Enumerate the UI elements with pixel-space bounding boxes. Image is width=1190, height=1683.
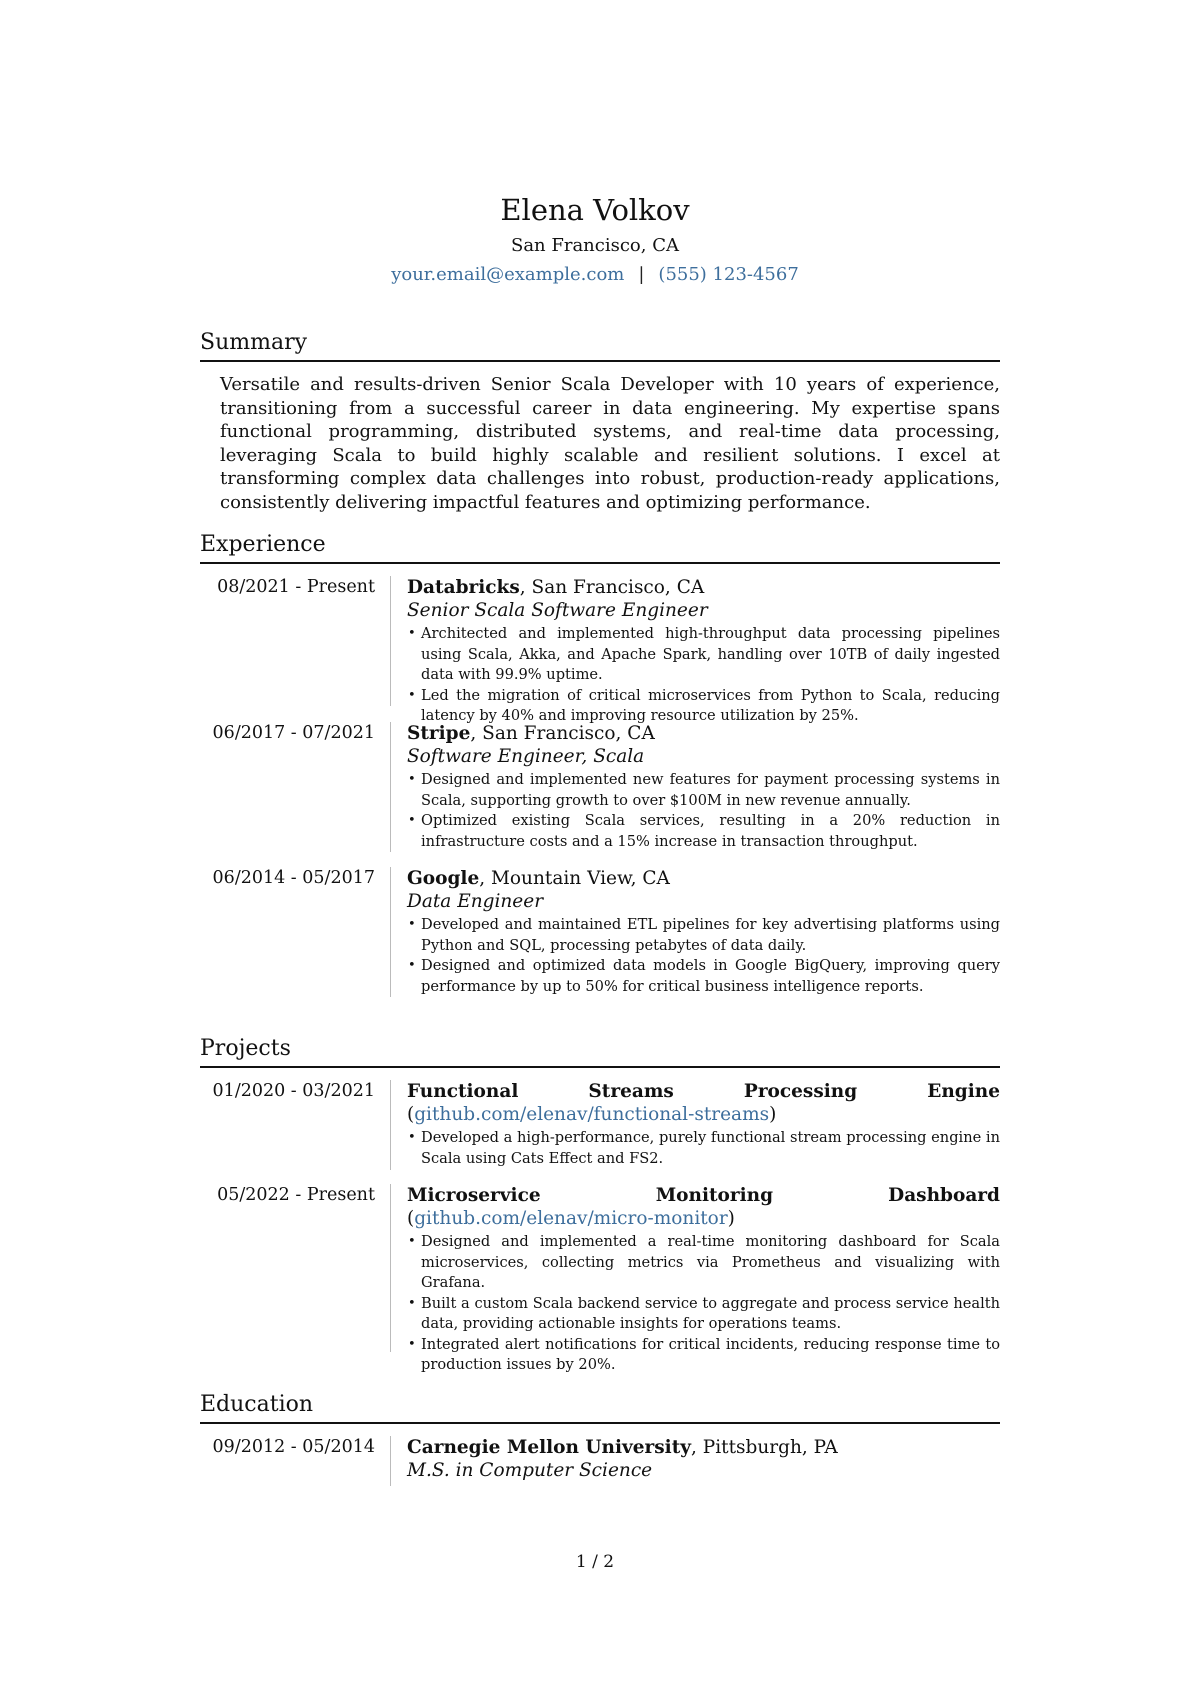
bullet-item: • Designed and implemented a real-time monitoring dashboard for Scala microservices, collecting metrics via Prometheus and visualizing with Grafana. — [421, 1232, 1000, 1294]
entry-body — [390, 722, 1000, 852]
candidate-location: San Francisco, CA — [510, 235, 679, 256]
company-name: Google — [407, 868, 480, 889]
page-number: 1 / 2 — [575, 1552, 615, 1572]
entry-body — [390, 867, 1000, 997]
entry-body — [390, 576, 1000, 724]
resume-header — [0, 192, 1190, 287]
company-location: , San Francisco, CA — [470, 723, 655, 744]
job-title: Software Engineer, Scala — [407, 746, 645, 767]
entry-organization — [407, 867, 1000, 890]
degree: M.S. in Computer Science — [407, 1460, 653, 1481]
bullet-item: • Integrated alert notifications for critical incidents, reducing response time to production issues by 20%. — [421, 1335, 1000, 1376]
company-location: , Mountain View, CA — [479, 868, 670, 889]
entry-date: 06/2014 - 05/2017 — [212, 868, 375, 888]
contact-line — [0, 263, 1190, 287]
entry-organization — [407, 722, 1000, 745]
section-title-summary: Summary — [200, 329, 1000, 362]
project-name: Microservice Monitoring Dashboard — [407, 1185, 1000, 1206]
project-link[interactable]: github.com/elenav/micro-monitor — [414, 1208, 728, 1229]
entry-date: 09/2012 - 05/2014 — [212, 1437, 375, 1457]
entry-organization — [407, 1436, 1000, 1459]
bullet-list — [407, 1232, 1000, 1376]
section-title-projects: Projects — [200, 1035, 1000, 1068]
section-title-education: Education — [200, 1391, 1000, 1424]
project-link[interactable]: github.com/elenav/functional-streams — [414, 1104, 770, 1125]
company-name: Databricks — [407, 577, 520, 598]
section-title-experience: Experience — [200, 531, 1000, 564]
bullet-item: • Developed and maintained ETL pipelines for key advertising platforms using Python and SQL, processing petabytes of data daily. — [421, 915, 1000, 956]
entry-body — [390, 1184, 1000, 1373]
project-title-line: Functional Streams Processing Engine (github.com/elenav/functional-streams) — [407, 1081, 1000, 1125]
bullet-item: • Led the migration of critical microservices from Python to Scala, reducing latency by 40% and improving resource utilization by 25%. — [421, 686, 1000, 727]
bullet-item: • Developed a high-performance, purely functional stream processing engine in Scala using Cats Effect and FS2. — [421, 1128, 1000, 1169]
bullet-list — [407, 624, 1000, 727]
entry-date: 05/2022 - Present — [217, 1185, 375, 1205]
bullet-item: • Designed and implemented new features for payment processing systems in Scala, supporting growth to over $100M in new revenue annually. — [421, 770, 1000, 811]
school-location: , Pittsburgh, PA — [691, 1437, 838, 1458]
candidate-name: Elena Volkov — [500, 193, 690, 227]
entry-body — [390, 1436, 1000, 1486]
phone-link[interactable]: (555) 123-4567 — [658, 264, 799, 285]
bullet-list — [407, 770, 1000, 852]
bullet-item: • Designed and optimized data models in Google BigQuery, improving query performance by up to 50% for critical business intelligence reports. — [421, 956, 1000, 997]
bullet-list — [407, 915, 1000, 997]
contact-separator: | — [638, 264, 645, 285]
summary-text: Versatile and results-driven Senior Scala Developer with 10 years of experience, transitioning from a successful career in data engineering. My expertise spans functional programming, distributed systems, and real-time data processing, leveraging Scala to build highly scalable and resilient solutions. I excel at transforming complex data challenges into robust, production-ready applications, consistently delivering impactful features and optimizing performance. — [220, 374, 1000, 513]
job-title: Senior Scala Software Engineer — [407, 600, 708, 621]
entry-date: 06/2017 - 07/2021 — [212, 723, 375, 743]
company-name: Stripe — [407, 723, 471, 744]
bullet-item: • Architected and implemented high-throughput data processing pipelines using Scala, Akka, and Apache Spark, handling over 10TB of daily ingested data with 99.9% uptime. — [421, 624, 1000, 686]
email-link[interactable]: your.email@example.com — [391, 264, 625, 285]
project-name: Functional Streams Processing Engine — [407, 1081, 1000, 1102]
company-location: , San Francisco, CA — [519, 577, 705, 598]
bullet-item: • Built a custom Scala backend service to aggregate and process service health data, providing actionable insights for operations teams. — [421, 1294, 1000, 1335]
school-name: Carnegie Mellon University — [407, 1437, 692, 1458]
bullet-item: • Optimized existing Scala services, resulting in a 20% reduction in infrastructure costs and a 15% increase in transaction throughput. — [421, 811, 1000, 852]
entry-date: 01/2020 - 03/2021 — [212, 1081, 375, 1101]
entry-date: 08/2021 - Present — [217, 577, 375, 597]
job-title: Data Engineer — [407, 891, 544, 912]
bullet-list — [407, 1128, 1000, 1169]
entry-organization — [407, 576, 1000, 599]
project-title-line: Microservice Monitoring Dashboard (github.com/elenav/micro-monitor) — [407, 1185, 1000, 1229]
entry-body — [390, 1080, 1000, 1170]
